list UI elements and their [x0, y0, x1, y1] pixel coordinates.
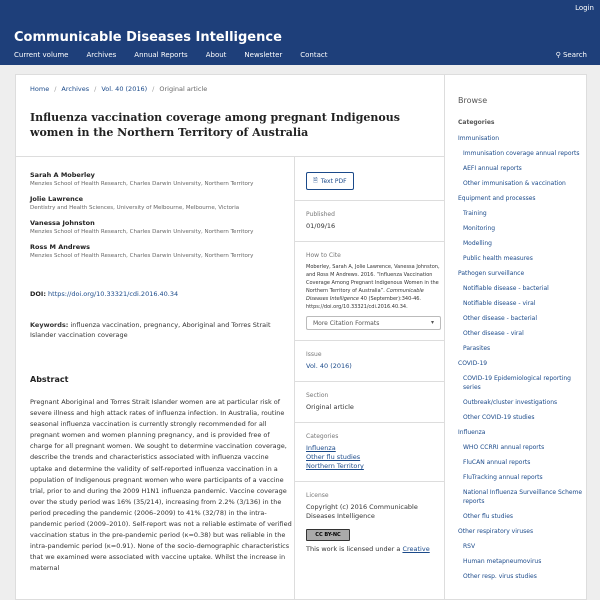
published-label: Published: [306, 211, 335, 218]
cc-license-badge[interactable]: CC BY-NC: [306, 529, 350, 541]
citation-rest: 40 (September):340-46. https://doi.org/10.33321/cdi.2016.40.34.: [306, 296, 422, 310]
categories-label: Categories: [306, 433, 339, 440]
author-affiliation: Menzies School of Health Research, Charles Darwin University, Northern Territory: [30, 253, 254, 259]
sidebar-item[interactable]: Human metapneumovirus: [463, 558, 542, 565]
nav-contact[interactable]: Contact: [300, 51, 328, 59]
sidebar-item[interactable]: WHO CCRRI annual reports: [463, 444, 545, 451]
citation-formats-label: More Citation Formats: [313, 320, 380, 327]
author-name: Vanessa Johnston: [30, 219, 95, 227]
author-affiliation: Menzies School of Health Research, Charles Darwin University, Northern Territory: [30, 229, 254, 235]
category-browser: [458, 119, 583, 587]
sidebar-item[interactable]: Public health measures: [463, 255, 533, 262]
license-footnote-text: This work is licensed under a: [306, 545, 401, 553]
sidebar-item[interactable]: Immunisation coverage annual reports: [463, 150, 580, 157]
pdf-button[interactable]: [306, 172, 354, 190]
divider: [294, 381, 445, 382]
article-title: Influenza vaccination coverage among pregnant Indigenous women in the Northern Territory of Australia: [30, 111, 400, 139]
sidebar-item[interactable]: Equipment and processes: [458, 195, 536, 202]
article-details: [306, 167, 441, 554]
breadcrumb-separator: /: [152, 85, 155, 93]
column-divider: [294, 156, 295, 599]
category-link[interactable]: Northern Territory: [306, 462, 364, 470]
sidebar-item[interactable]: National Influenza Surveillance Scheme reports: [463, 489, 583, 505]
nav-current-volume[interactable]: Current volume: [14, 51, 69, 59]
section-label: Section: [306, 392, 329, 399]
sidebar-item[interactable]: Notifiable disease - viral: [463, 300, 536, 307]
sidebar-item[interactable]: Notifiable disease - bacterial: [463, 285, 549, 292]
divider: [16, 156, 444, 157]
citation-text: [306, 263, 441, 311]
sidebar-item[interactable]: Outbreak/cluster investigations: [463, 399, 558, 406]
category-link[interactable]: Other flu studies: [306, 453, 361, 461]
author-affiliation: Menzies School of Health Research, Charles Darwin University, Northern Territory: [30, 181, 254, 187]
file-icon: 🗎: [313, 177, 318, 184]
keywords-row: [30, 320, 290, 340]
author-entry: [30, 170, 290, 188]
license-label: License: [306, 492, 329, 499]
site-title[interactable]: Communicable Diseases Intelligence: [14, 30, 282, 45]
issue-value: [306, 362, 441, 371]
divider: [294, 200, 445, 201]
breadcrumb-home[interactable]: Home: [30, 85, 50, 93]
sidebar-item[interactable]: Other resp. virus studies: [463, 573, 537, 580]
cite-label: How to Cite: [306, 252, 341, 259]
divider: [294, 340, 445, 341]
author-name: Ross M Andrews: [30, 243, 91, 251]
search-icon: ⚲: [555, 51, 561, 59]
author-list: [30, 170, 290, 266]
issue-label: Issue: [306, 351, 322, 358]
breadcrumb-volume[interactable]: Vol. 40 (2016): [101, 85, 148, 93]
sidebar-item[interactable]: RSV: [463, 543, 476, 550]
sidebar-item[interactable]: AEFI annual reports: [463, 165, 522, 172]
section-value: Original article: [306, 403, 354, 411]
category-link[interactable]: Influenza: [306, 444, 336, 452]
main-nav: [14, 51, 346, 59]
author-entry: [30, 194, 290, 212]
breadcrumb-archives[interactable]: Archives: [61, 85, 90, 93]
sidebar-item[interactable]: Modelling: [463, 240, 492, 247]
sidebar-heading: Browse: [458, 96, 488, 105]
sidebar-item[interactable]: Training: [463, 210, 487, 217]
nav-newsletter[interactable]: Newsletter: [244, 51, 283, 59]
sidebar-item[interactable]: Other flu studies: [463, 513, 514, 520]
license-text: Copyright (c) 2016 Communicable Diseases Intelligence: [306, 503, 418, 520]
sidebar: [445, 74, 587, 600]
divider: [294, 241, 445, 242]
search-label: Search: [562, 51, 587, 59]
chevron-down-icon: ▾: [430, 319, 434, 326]
sidebar-item[interactable]: Other disease - viral: [463, 330, 524, 337]
doi-label: DOI:: [30, 290, 46, 298]
sidebar-item[interactable]: Immunisation: [458, 135, 500, 142]
sidebar-item[interactable]: Pathogen surveillance: [458, 270, 525, 277]
search-button[interactable]: [556, 51, 587, 59]
citation-formats-dropdown[interactable]: [306, 316, 441, 330]
breadcrumb: [30, 85, 207, 93]
nav-annual-reports[interactable]: Annual Reports: [134, 51, 188, 59]
divider: [294, 422, 445, 423]
sidebar-item[interactable]: Influenza: [458, 429, 486, 436]
sidebar-item[interactable]: Parasites: [463, 345, 491, 352]
pdf-button-label: Text PDF: [320, 177, 347, 185]
sidebar-item[interactable]: Other COVID-19 studies: [463, 414, 535, 421]
published-date: 01/09/16: [306, 222, 336, 230]
author-name: Sarah A Moberley: [30, 171, 95, 179]
author-affiliation: Dentistry and Health Sciences, University of Melbourne, Melbourne, Victoria: [30, 205, 240, 211]
breadcrumb-separator: /: [54, 85, 57, 93]
divider: [294, 481, 445, 482]
issue-link[interactable]: Vol. 40 (2016): [306, 362, 352, 370]
breadcrumb-separator: /: [94, 85, 97, 93]
citation-journal: Communicable Diseases Intelligence: [306, 288, 424, 302]
sidebar-item[interactable]: Other disease - bacterial: [463, 315, 538, 322]
sidebar-item[interactable]: COVID-19 Epidemiological reporting series: [463, 375, 571, 391]
author-name: Jolie Lawrence: [30, 195, 84, 203]
sidebar-categories-label: Categories: [458, 119, 495, 126]
abstract-text: Pregnant Aboriginal and Torres Strait Islander women are at particular risk of severe illness and high attack rates of influenza infection. In Australia, routine seasonal influenza vaccination is currently strongly recommended for all pregnant women and women planning pregnancy, and is provided free of charge for all pregnant women. We sought to determine vaccination coverage, describe the trends and characteristics associated with influenza vaccine uptake and determine the validity of self-reported influenza vaccination in a population of Indigenous pregnant women who were participants of a vaccine trial, prior to and during the 2009 H1N1 influenza pandemic. Vaccine coverage over the study period was 16% (35/214), increasing from 2.2% (3/136) in the period preceding the pandemic (2006–2009) to 41% (32/78) in the intra-pandemic period (2009–2010). Self-report was not a reliable estimate of verified vaccination status in the pre-pandemic period (κ=0.38) but was reliable in the intra-pandemic period (κ=0.91). None of the socio-demographic characteristics that we examined were associated with vaccine uptake. Whilst the increase in maternal: [30, 398, 292, 573]
login-link[interactable]: Login: [575, 4, 594, 12]
site-header: [0, 0, 600, 65]
breadcrumb-current: Original article: [159, 85, 208, 93]
sidebar-category-list: [458, 134, 583, 581]
sidebar-item[interactable]: FluCAN annual reports: [463, 459, 531, 466]
article-panel: [15, 74, 445, 600]
doi-link[interactable]: https://doi.org/10.33321/cdi.2016.40.34: [48, 290, 179, 298]
sidebar-item[interactable]: Other respiratory viruses: [458, 528, 534, 535]
sidebar-item[interactable]: FluTracking annual reports: [463, 474, 543, 481]
nav-archives[interactable]: Archives: [86, 51, 117, 59]
sidebar-item[interactable]: COVID-19: [458, 360, 488, 367]
keywords-text: influenza vaccination, pregnancy, Aboriginal and Torres Strait Islander vaccination coverage: [30, 321, 271, 339]
keywords-label: Keywords:: [30, 321, 69, 329]
sidebar-item[interactable]: Monitoring: [463, 225, 496, 232]
citation-main: Moberley, Sarah A, Jolie Lawrence, Vanessa Johnston, and Ross M Andrews. 2016. “Influenza Vaccination Coverage Among Pregnant Indigenous Women in the Northern Territory of Australia”.: [306, 264, 440, 294]
author-entry: [30, 242, 290, 260]
sidebar-item[interactable]: Other immunisation & vaccination: [463, 180, 566, 187]
author-entry: [30, 218, 290, 236]
creative-commons-link[interactable]: Creative: [402, 545, 430, 553]
license-footnote: [306, 545, 441, 554]
abstract-heading: Abstract: [30, 375, 69, 384]
doi-row: [30, 290, 178, 298]
category-list: [306, 444, 441, 471]
nav-about[interactable]: About: [205, 51, 227, 59]
